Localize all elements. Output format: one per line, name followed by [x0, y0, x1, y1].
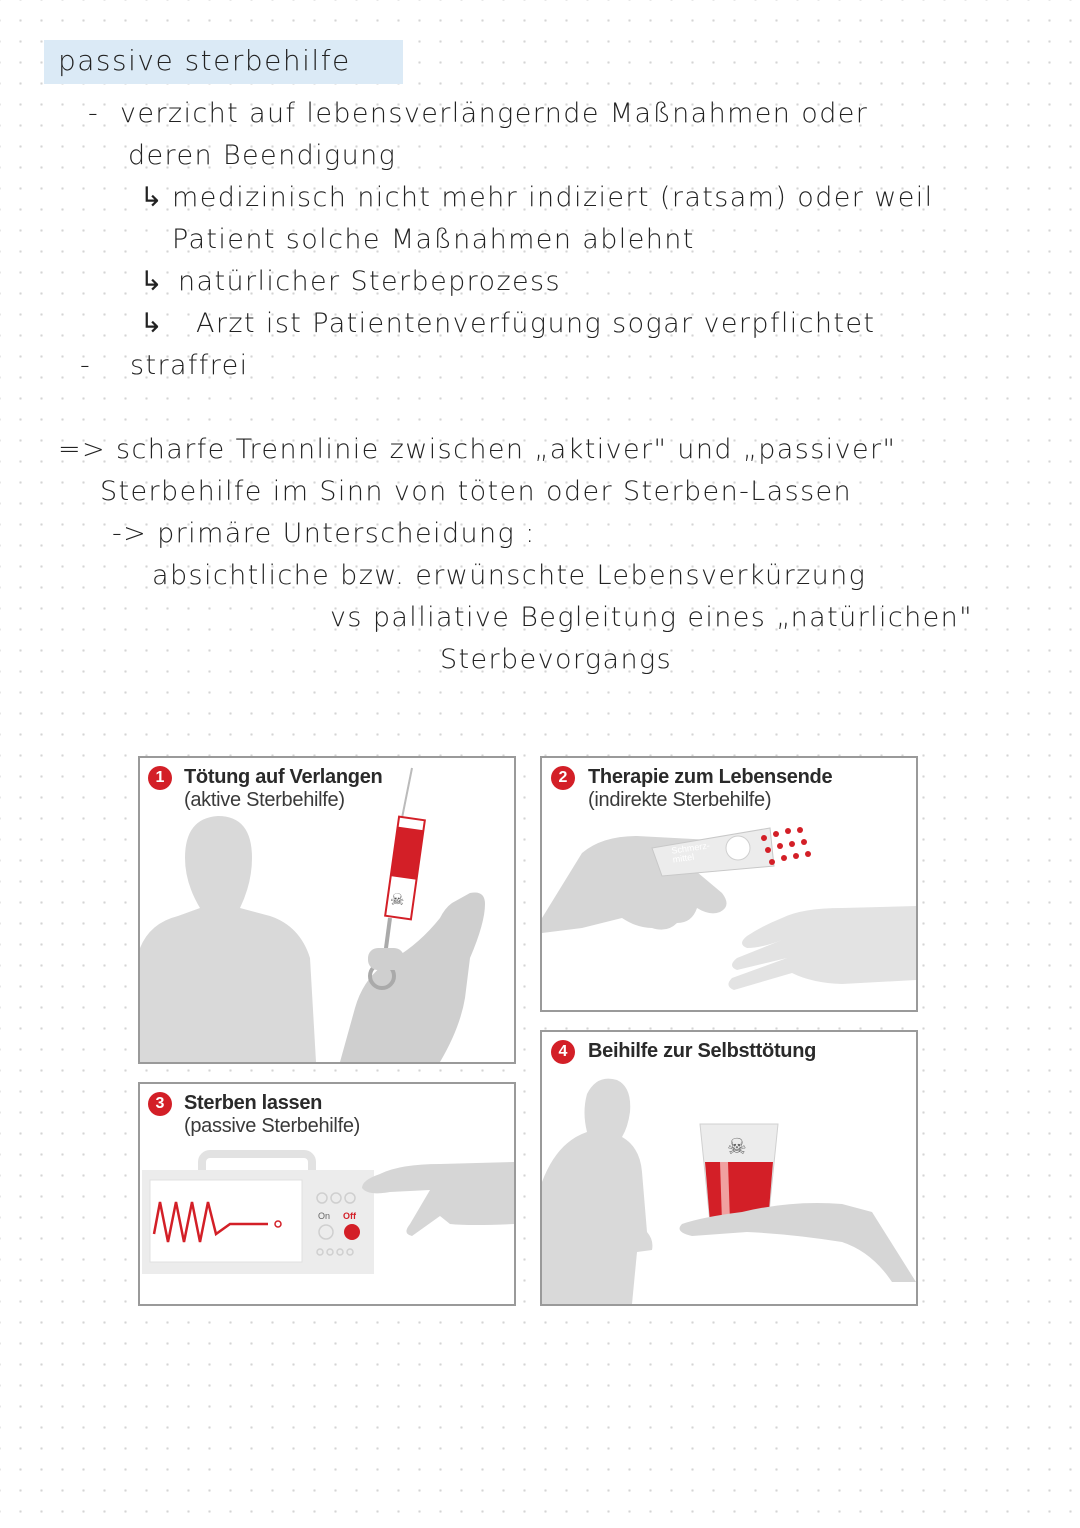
note-line: natürlicher Sterbeprozess	[178, 266, 561, 297]
on-label: On	[318, 1211, 331, 1221]
note-line: straffrei	[130, 350, 249, 381]
conclusion-line: -> primäre Unterscheidung :	[112, 518, 536, 549]
panel-indirect-euthanasia	[540, 756, 918, 1012]
panel-assisted-suicide	[540, 1030, 918, 1306]
conclusion-line: Sterbevorgangs	[440, 644, 673, 675]
panel-number-badge: 4	[551, 1040, 575, 1064]
arrow-icon: ↳	[140, 266, 165, 297]
pill-label: Schmerz- mittel	[670, 840, 711, 865]
svg-text:☠: ☠	[727, 1135, 747, 1160]
page-title: passive sterbehilfe	[58, 44, 351, 77]
panel-number-badge: 2	[551, 766, 575, 790]
arrow-icon: ↳	[140, 182, 165, 213]
panel-passive-euthanasia	[138, 1082, 516, 1306]
panel-subtitle: (aktive Sterbehilfe)	[184, 789, 345, 811]
off-label: Off	[343, 1211, 356, 1221]
panel-active-euthanasia	[138, 756, 516, 1064]
illustration-poison-cup	[542, 1032, 916, 1304]
note-line: verzicht auf lebensverlängernde Maßnahmen oder	[120, 98, 869, 129]
conclusion-line: => scharfe Trennlinie zwischen „aktiver" und „passiver"	[58, 434, 897, 465]
arrow-icon: ↳	[140, 308, 165, 339]
panel-title: Beihilfe zur Selbsttötung	[588, 1040, 817, 1062]
note-line: medizinisch nicht mehr indiziert (ratsam) oder weil	[172, 182, 934, 213]
panel-subtitle: (passive Sterbehilfe)	[184, 1115, 361, 1137]
bullet-dash: -	[88, 98, 100, 129]
panel-title: Sterben lassen	[184, 1092, 323, 1114]
panel-title: Therapie zum Lebensende	[588, 766, 833, 788]
conclusion-line: absichtliche bzw. erwünschte Lebensverkürzung	[152, 560, 867, 591]
conclusion-line: vs palliative Begleitung eines „natürlichen"	[330, 602, 973, 633]
conclusion-line: Sterbehilfe im Sinn von töten oder Sterben-Lassen	[100, 476, 853, 507]
bullet-dash: -	[80, 350, 92, 381]
panel-number-badge: 1	[148, 766, 172, 790]
note-line: deren Beendigung	[128, 140, 397, 171]
panel-subtitle: (indirekte Sterbehilfe)	[588, 789, 772, 811]
note-line: Arzt ist Patientenverfügung sogar verpflichtet	[196, 308, 876, 339]
svg-text:☠: ☠	[390, 890, 405, 909]
panel-number-badge: 3	[148, 1092, 172, 1116]
note-line: Patient solche Maßnahmen ablehnt	[172, 224, 695, 255]
panel-title: Tötung auf Verlangen	[184, 766, 383, 788]
